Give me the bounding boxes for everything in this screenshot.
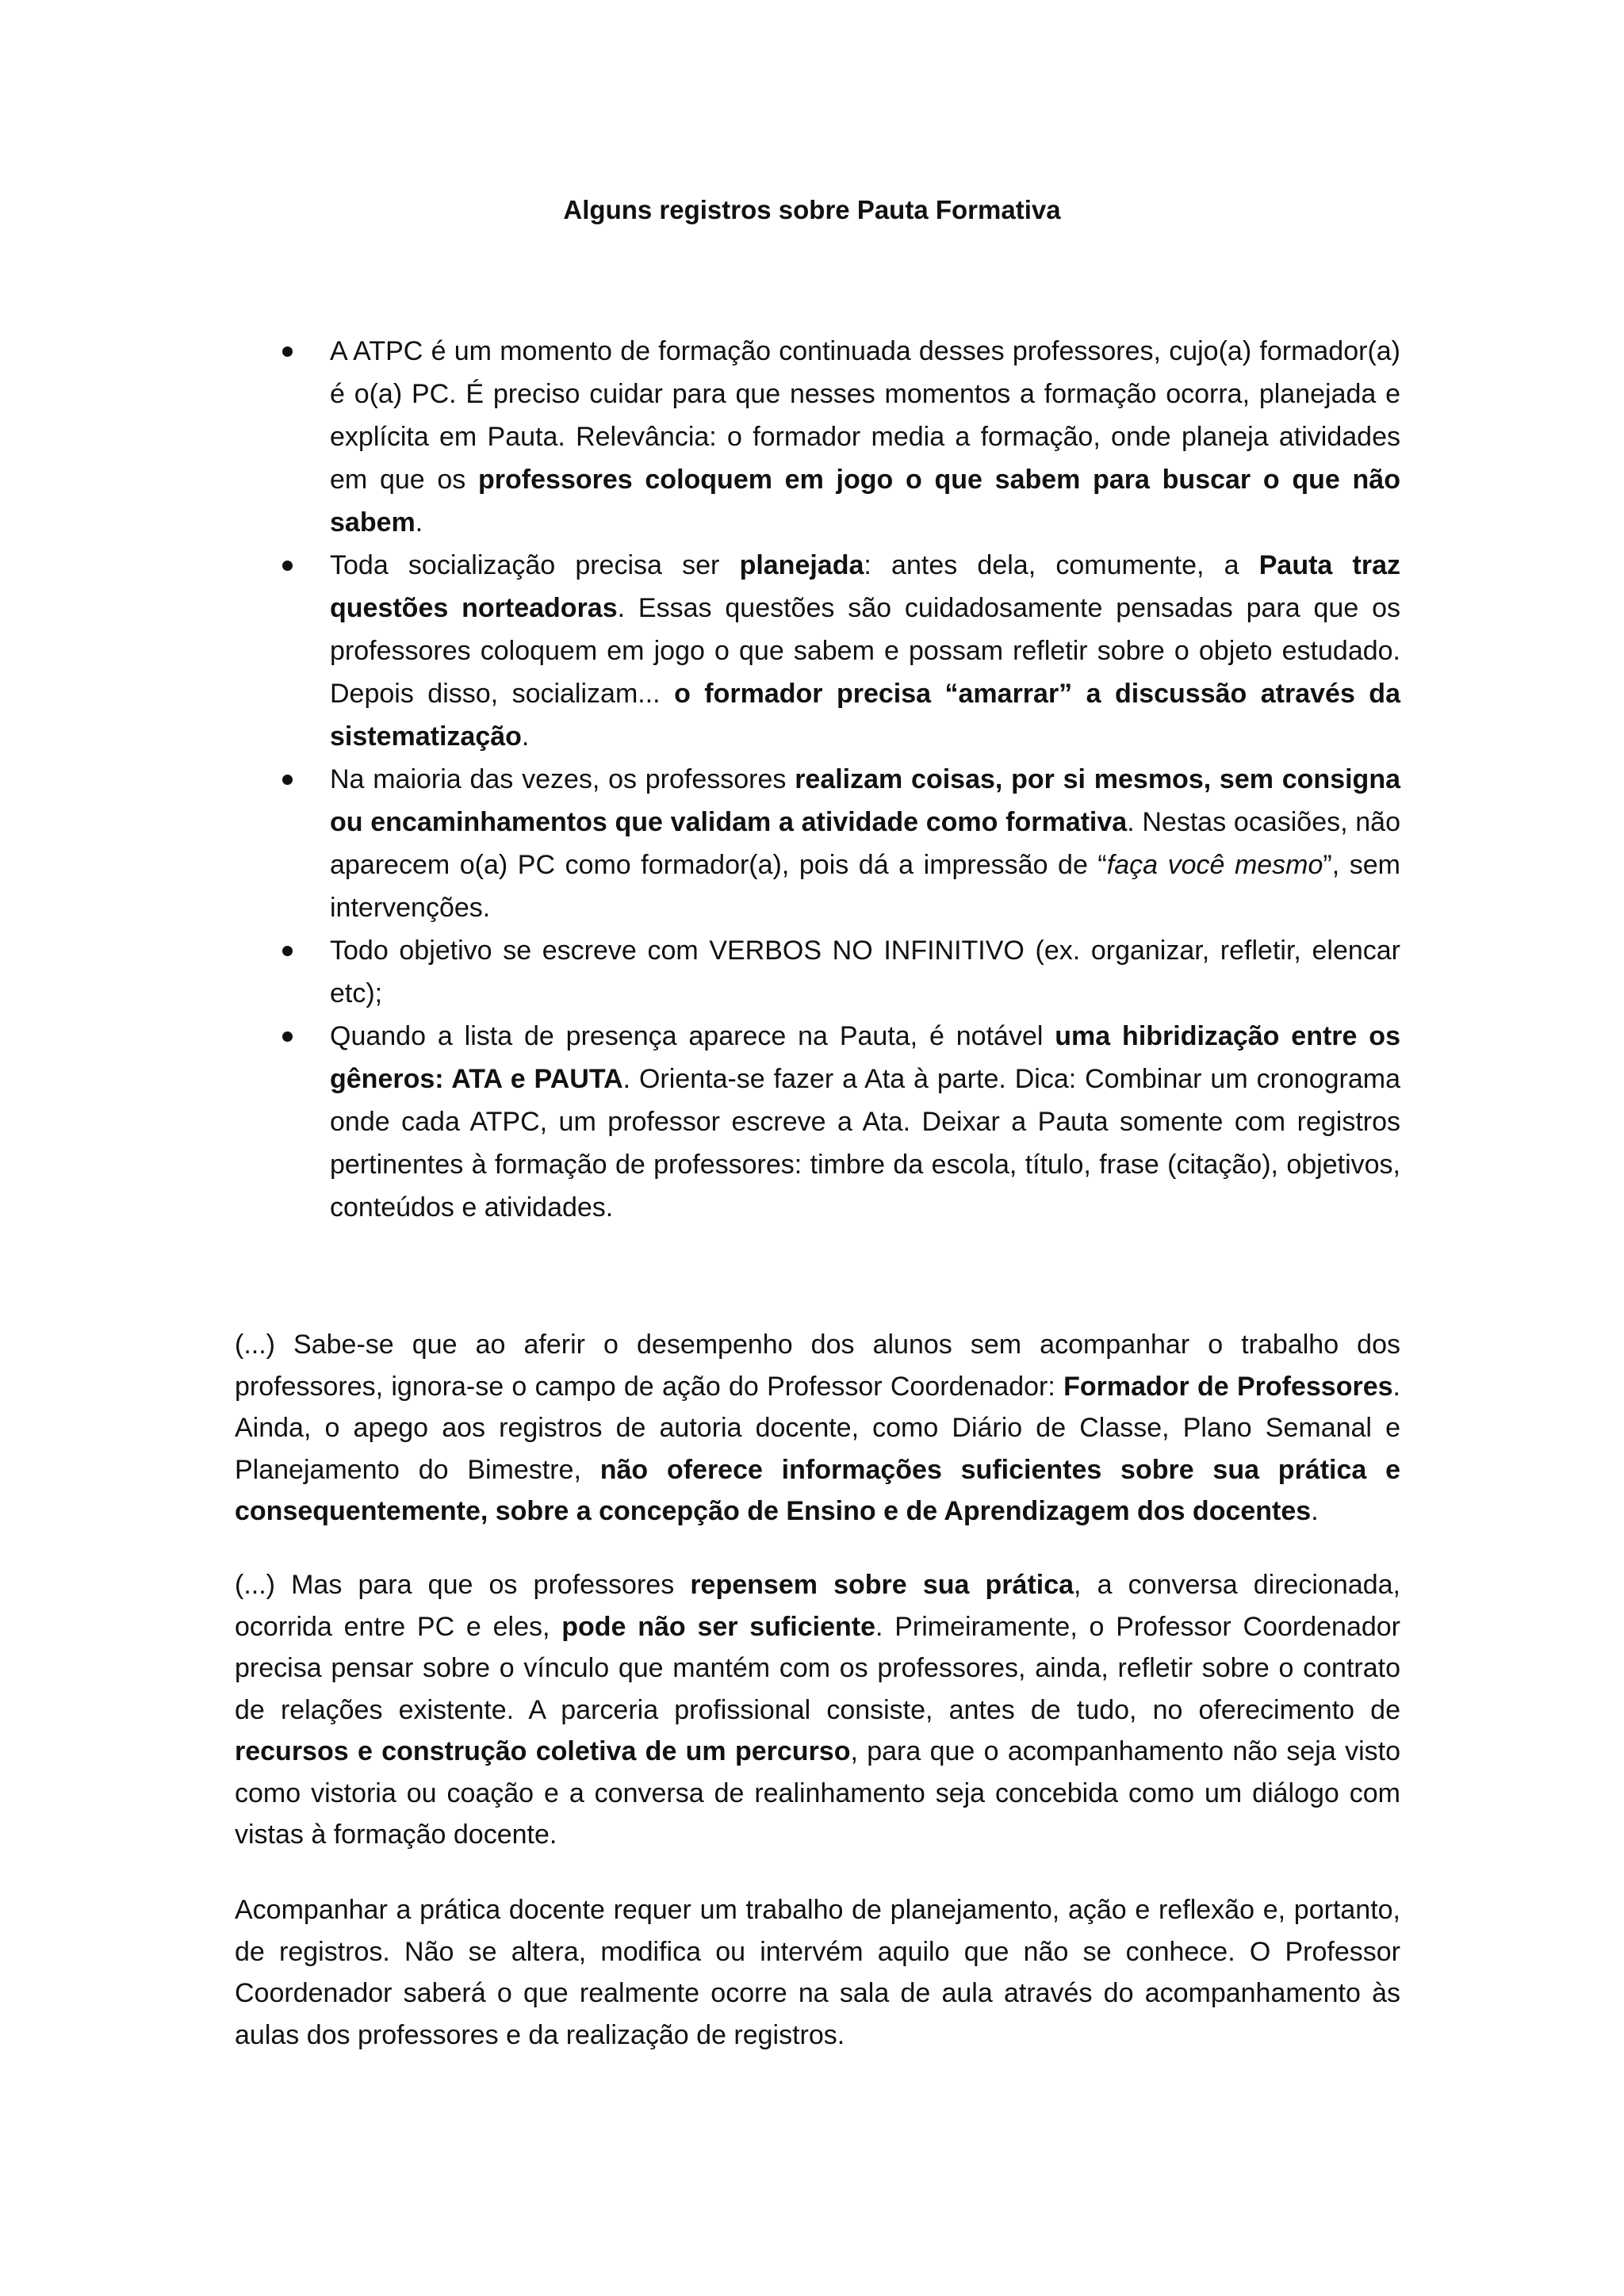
text-segment: Todo objetivo se escreve com VERBOS NO INFINITIVO (ex. organizar, refletir, elencar etc); [330, 936, 1400, 1008]
bullet-list [330, 330, 1400, 1229]
text-segment: . Primeiramente, o Professor Coordenador precisa pensar sobre o vínculo que mantém com os professores, ainda, refletir sobre o contrato de relações existente. A parceria profissional consiste, antes de tudo, no oferecimento de [235, 1611, 1400, 1725]
text-segment: Na maioria das vezes, os professores [330, 764, 795, 794]
bold-text-segment: não oferece informações suficientes sobre sua prática e consequentemente, sobre a concepção de Ensino e de Aprendizagem dos docentes [235, 1454, 1401, 1526]
text-segment: . Orienta-se fazer a Ata à parte. Dica: Combinar um cronograma onde cada ATPC, um professor escreve a Ata. Deixar a Pauta somente com registros pertinentes à formação de professores: timbre da escola, título, frase (citação), objetivos, conteúdos e atividades. [330, 1064, 1400, 1223]
text-segment: A ATPC é um momento de formação continuada desses professores, cujo(a) formador(a) é o(a) PC. É preciso cuidar para que nesses momentos a formação ocorra, planejada e explícita em Pauta. Relevância: o formador media a formação, onde planeja atividades em que os [330, 336, 1400, 495]
text-segment: . Essas questões são cuidadosamente pensadas para que os professores coloquem em jogo o que sabem e possam refletir sobre o objeto estudado. Depois disso, socializam... [330, 593, 1400, 709]
text-segment: (...) Mas para que os professores [235, 1570, 691, 1600]
bullet-item [330, 544, 1400, 758]
bold-text-segment: realizam coisas, por si mesmos, sem consigna ou encaminhamentos que validam a atividade como formativa [330, 764, 1401, 837]
bold-text-segment: planejada [739, 550, 864, 580]
bullet-dot-icon [282, 561, 293, 571]
bullet-item [330, 330, 1400, 544]
text-segment: (...) Sabe-se que ao aferir o desempenho dos alunos sem acompanhar o trabalho dos professores, ignora-se o campo de ação do Professor Coordenador: [235, 1330, 1400, 1402]
bullet-item [330, 1015, 1400, 1229]
text-segment: ”, sem intervenções. [330, 850, 1400, 923]
text-segment: . Ainda, o apego aos registros de autoria docente, como Diário de Classe, Plano Semanal e Planejamento do Bimestre, [235, 1371, 1400, 1485]
bold-text-segment: Formador de Professores [1063, 1371, 1393, 1402]
text-segment: . [415, 507, 423, 538]
body-paragraph [235, 1324, 1400, 1533]
bullet-item [330, 758, 1400, 929]
text-segment: Toda socialização precisa ser [330, 550, 740, 580]
bullet-item [330, 929, 1400, 1015]
bold-text-segment: uma hibridização entre os gêneros: ATA e PAUTA [330, 1021, 1400, 1094]
bullet-dot-icon [282, 1031, 293, 1042]
text-segment: . Nestas ocasiões, não aparecem o(a) PC como formador(a), pois dá a impressão de “ [330, 807, 1400, 880]
bold-text-segment: professores coloquem em jogo o que sabem para buscar o que não sabem [330, 465, 1400, 538]
text-segment: . [1311, 1496, 1319, 1526]
body-paragraph [235, 1889, 1400, 2056]
body-paragraph [235, 1564, 1400, 1856]
bullet-dot-icon [282, 346, 293, 357]
text-segment: Acompanhar a prática docente requer um trabalho de planejamento, ação e reflexão e, portanto, de registros. Não se altera, modifica ou intervém aquilo que não se conhece. O Professor Coordenador saberá o que realmente ocorre na sala de aula através do acompanhamento às aulas dos professores e da realização de registros. [235, 1895, 1400, 2050]
bold-text-segment: recursos e construção coletiva de um percurso [235, 1736, 851, 1766]
bold-text-segment: repensem sobre sua prática [690, 1570, 1074, 1600]
text-segment: , a conversa direcionada, ocorrida entre PC e eles, [235, 1570, 1400, 1642]
document-title: Alguns registros sobre Pauta Formativa [563, 195, 1061, 224]
bold-text-segment: o formador precisa “amarrar” a discussão através da sistematização [330, 679, 1400, 752]
bold-text-segment: Pauta traz questões norteadoras [330, 550, 1400, 623]
text-segment: , para que o acompanhamento não seja visto como vistoria ou coação e a conversa de realinhamento seja concebida como um diálogo com vistas à formação docente. [235, 1736, 1400, 1850]
bullet-dot-icon [282, 946, 293, 956]
text-segment: : antes dela, comumente, a [864, 550, 1259, 580]
bold-text-segment: pode não ser suficiente [561, 1611, 876, 1642]
italic-text-segment: faça você mesmo [1106, 850, 1323, 880]
text-segment: . [521, 721, 530, 752]
bullet-dot-icon [282, 775, 293, 785]
text-segment: Quando a lista de presença aparece na Pauta, é notável [330, 1021, 1055, 1051]
